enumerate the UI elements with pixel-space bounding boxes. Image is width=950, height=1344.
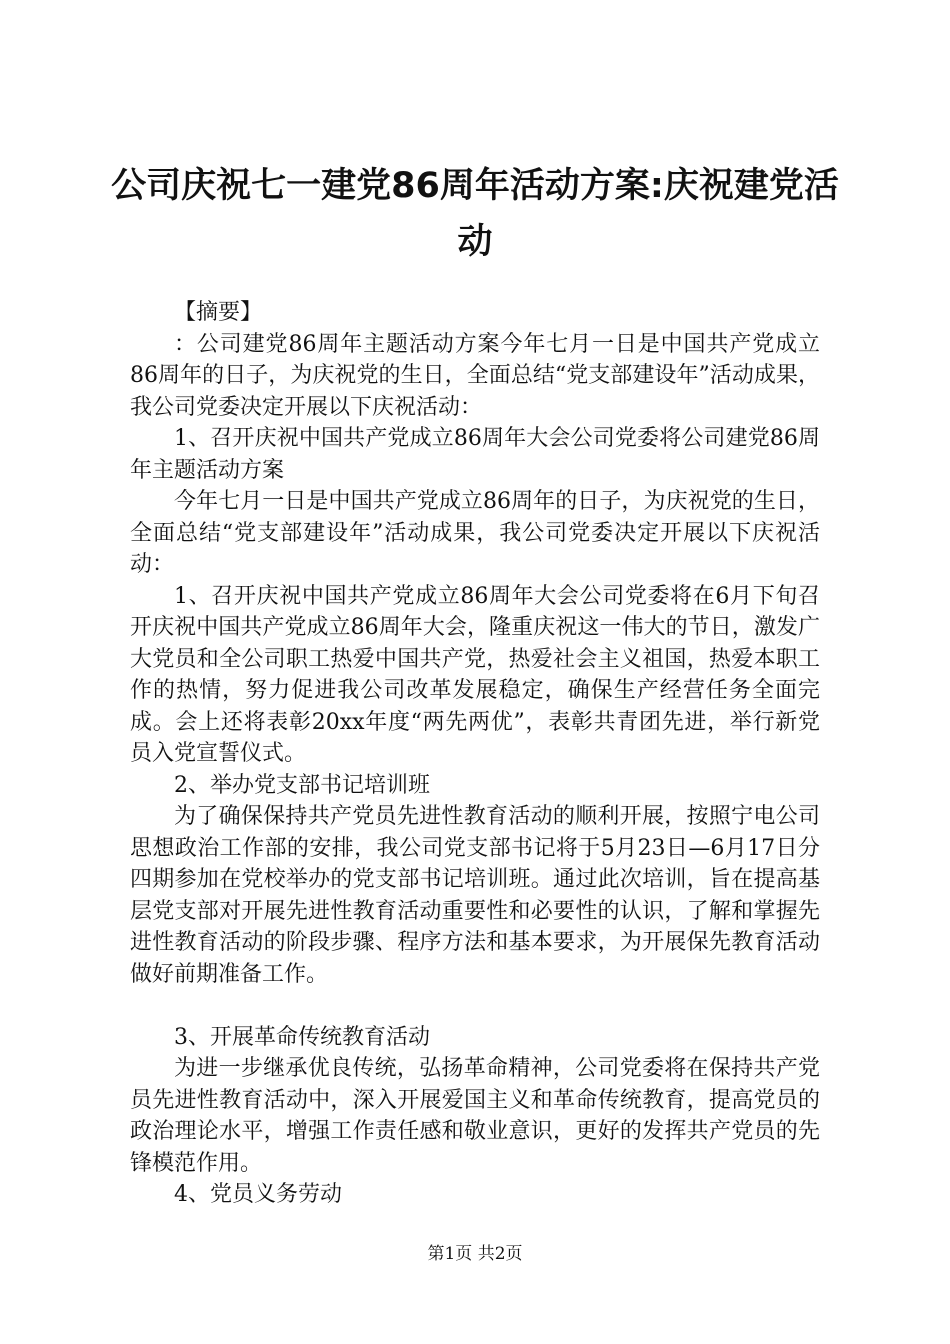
- section-2-heading: 2、举办党支部书记培训班: [174, 772, 430, 798]
- section-3-heading: 3、开展革命传统教育活动: [174, 1024, 430, 1050]
- section-2-paragraph: 为了确保保持共产党员先进性教育活动的顺利开展，按照宁电公司思想政治工作部的安排，我公司党支部书记将于5月23日—6月17日分四期参加在党校举办的党支部书记培训班。通过此次培训，旨在提高基层党支部对开展先进性教育活动重要性和必要性的认识，了解和掌握先进性教育活动的阶段步骤、程序方法和基本要求，为开展保先教育活动做好前期准备工作。: [130, 804, 821, 987]
- section-1-heading: 1、召开庆祝中国共产党成立86周年大会公司党委将公司建党86周年主题活动方案: [130, 426, 820, 483]
- intro-paragraph: 今年七月一日是中国共产党成立86周年的日子，为庆祝党的生日，全面总结“党支部建设年”活动成果，我公司党委决定开展以下庆祝活动：: [130, 489, 820, 577]
- section-3-paragraph: 为进一步继承优良传统，弘扬革命精神，公司党委将在保持共产党员先进性教育活动中，深入开展爱国主义和革命传统教育，提高党员的政治理论水平，增强工作责任感和敬业意识，更好的发挥共产党员的先锋模范作用。: [130, 1056, 820, 1176]
- abstract-paragraph: ：公司建党86周年主题活动方案今年七月一日是中国共产党成立86周年的日子，为庆祝党的生日，全面总结“党支部建设年”活动成果，我公司党委决定开展以下庆祝活动：: [130, 331, 820, 420]
- paragraph-spacer: [130, 990, 820, 1022]
- section-1-paragraph: 1、召开庆祝中国共产党成立86周年大会公司党委将在6月下旬召开庆祝中国共产党成立86周年大会，隆重庆祝这一伟大的节日，激发广大党员和全公司职工热爱中国共产党，热爱社会主义祖国，热爱本职工作的热情，努力促进我公司改革发展稳定，确保生产经营任务全面完成。会上还将表彰20xx年度“两先两优”，表彰共青团先进，举行新党员入党宣誓仪式。: [130, 583, 820, 766]
- section-4-heading: 4、党员义务劳动: [174, 1182, 342, 1207]
- abstract-label: 【摘要】: [174, 300, 263, 325]
- document-body: [130, 297, 820, 1211]
- document-title: 公司庆祝七一建党86周年活动方案:庆祝建党活动: [111, 166, 839, 262]
- page-footer: 第1页 共2页: [427, 1244, 523, 1264]
